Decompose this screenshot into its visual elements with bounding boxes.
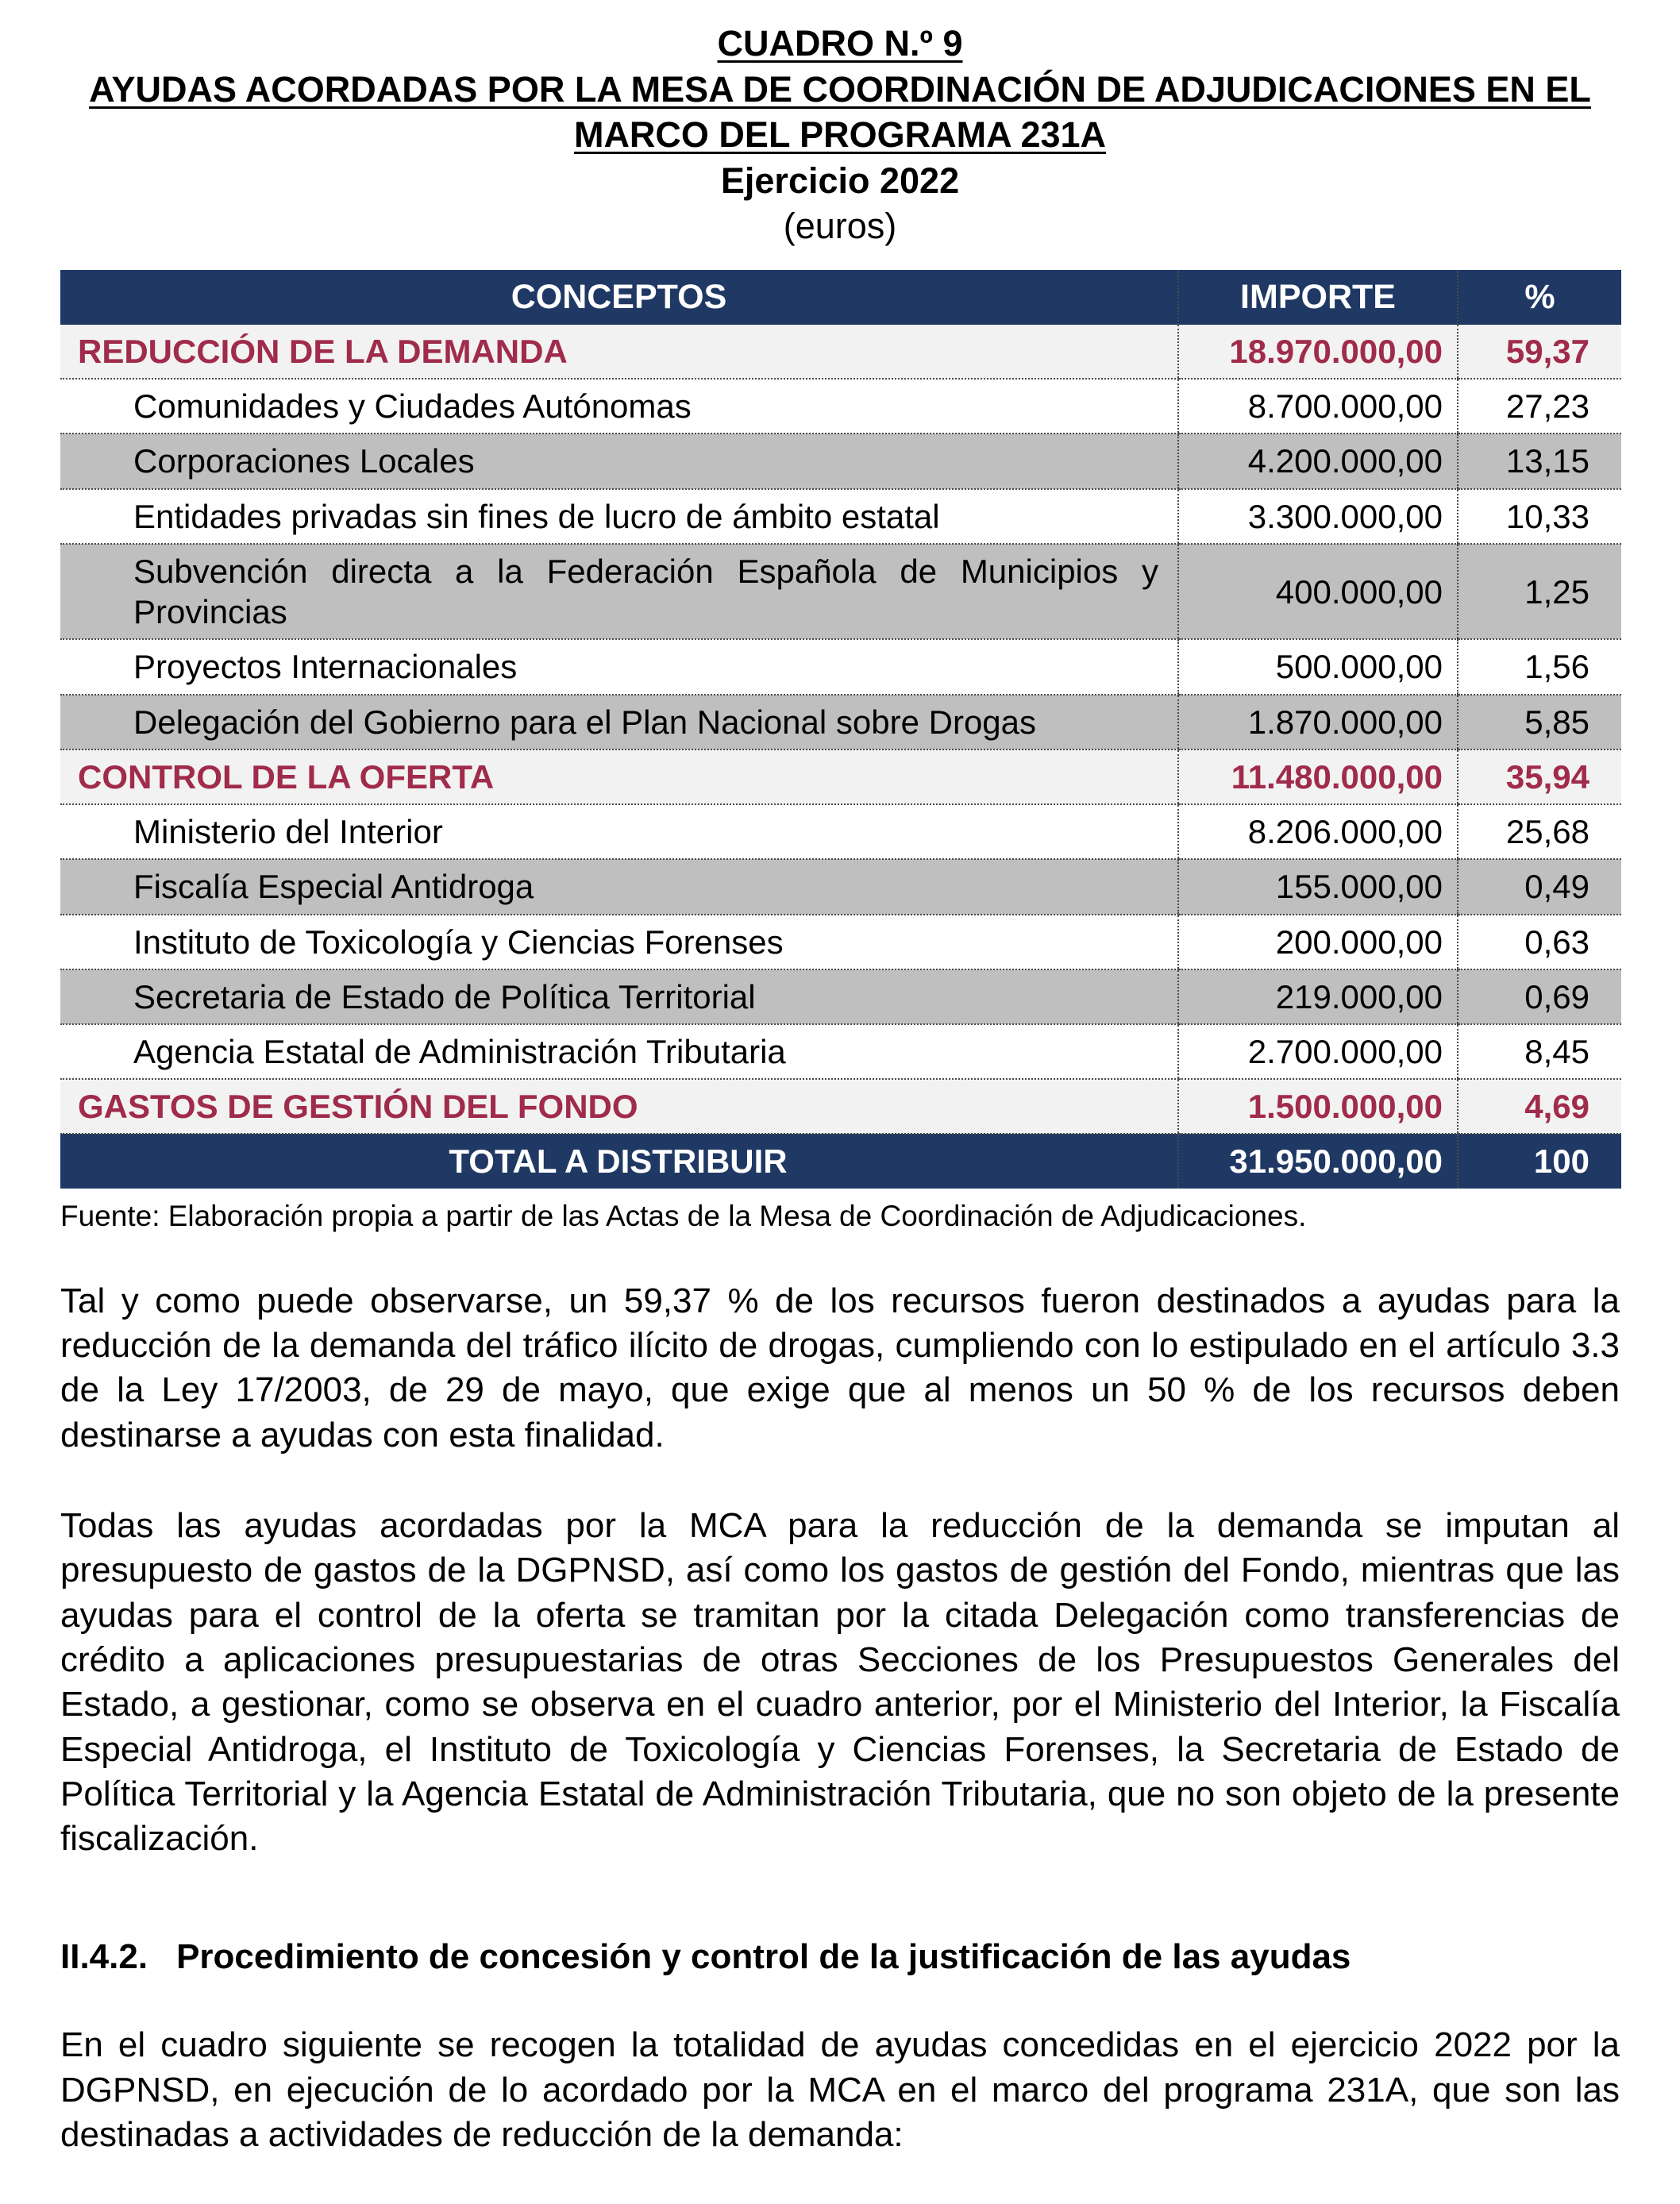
header-importe: IMPORTE xyxy=(1178,270,1458,325)
cell-pct: 0,49 xyxy=(1458,859,1621,914)
cell-label: Comunidades y Ciudades Autónomas xyxy=(60,379,1178,433)
paragraph-allocation: Todas las ayudas acordadas por la MCA para la reducción de la demanda se imputan al presupuesto de gastos de la DGPNSD, así como los gastos de gestión del Fondo, mientras que las ayudas para el control de la oferta se tramitan por la citada Delegación como transferencias de crédito a aplicaciones presupuestarias de otras Secciones de los Presupuestos Generales del Estado, a gestionar, como se observa en el cuadro anterior, por el Ministerio del Interior, la Fiscalía Especial Antidroga, el Instituto de Toxicología y Ciencias Forenses, la Secretaria de Estado de Política Territorial y la Agencia Estatal de Administración Tributaria, que no son objeto de la presente fiscalización. xyxy=(60,1505,1620,1859)
header-percent: % xyxy=(1458,270,1621,325)
cell-pct: 5,85 xyxy=(1458,695,1621,749)
cell-label: GASTOS DE GESTIÓN DEL FONDO xyxy=(60,1079,1178,1134)
cell-pct: 4,69 xyxy=(1458,1079,1621,1134)
table-row xyxy=(60,489,1621,544)
cell-importe: 1.500.000,00 xyxy=(1178,1079,1458,1134)
cell-label: Ministerio del Interior xyxy=(60,804,1178,859)
table-row xyxy=(60,969,1621,1024)
table-row xyxy=(60,433,1621,488)
cell-importe: 8.700.000,00 xyxy=(1178,379,1458,433)
cell-label: Instituto de Toxicología y Ciencias Forenses xyxy=(60,915,1178,969)
table-row xyxy=(60,325,1621,379)
cell-label: Fiscalía Especial Antidroga xyxy=(60,859,1178,914)
cell-importe: 1.870.000,00 xyxy=(1178,695,1458,749)
source-note: Fuente: Elaboración propia a partir de las Actas de la Mesa de Coordinación de Adjudicaciones. xyxy=(60,1199,1307,1232)
cell-importe: 500.000,00 xyxy=(1178,639,1458,694)
budget-table xyxy=(60,270,1621,1189)
table-row xyxy=(60,915,1621,969)
cell-importe: 8.206.000,00 xyxy=(1178,804,1458,859)
exercise-year: Ejercicio 2022 xyxy=(720,160,960,201)
cell-pct: 10,33 xyxy=(1458,489,1621,544)
cell-pct: 100 xyxy=(1458,1134,1621,1188)
table-row xyxy=(60,859,1621,914)
cell-pct: 35,94 xyxy=(1458,749,1621,804)
table-body xyxy=(60,325,1621,1189)
cell-label: Delegación del Gobierno para el Plan Nacional sobre Drogas xyxy=(60,695,1178,749)
table-row xyxy=(60,695,1621,749)
cell-pct: 59,37 xyxy=(1458,325,1621,379)
cell-pct: 8,45 xyxy=(1458,1024,1621,1079)
cell-label: REDUCCIÓN DE LA DEMANDA xyxy=(60,325,1178,379)
cell-importe: 18.970.000,00 xyxy=(1178,325,1458,379)
header-conceptos: CONCEPTOS xyxy=(60,270,1178,325)
header-row xyxy=(60,270,1621,325)
section-heading xyxy=(60,1937,1620,1977)
cell-importe: 31.950.000,00 xyxy=(1178,1134,1458,1188)
cell-label: Agencia Estatal de Administración Tributaria xyxy=(60,1024,1178,1079)
cell-pct: 13,15 xyxy=(1458,433,1621,488)
cell-label: Subvención directa a la Federación Española de Municipios y Provincias xyxy=(60,544,1178,639)
cell-label: TOTAL A DISTRIBUIR xyxy=(60,1134,1178,1188)
cell-importe: 11.480.000,00 xyxy=(1178,749,1458,804)
cell-label: Proyectos Internacionales xyxy=(60,639,1178,694)
table-row xyxy=(60,1134,1621,1188)
cell-pct: 1,25 xyxy=(1458,544,1621,639)
cell-pct: 0,63 xyxy=(1458,915,1621,969)
table-number-title: CUADRO N.º 9 xyxy=(717,23,963,64)
table-header xyxy=(60,270,1621,325)
cell-pct: 0,69 xyxy=(1458,969,1621,1024)
paragraph-next-table-intro: En el cuadro siguiente se recogen la totalidad de ayudas concedidas en el ejercicio 2022 por la DGPNSD, en ejecución de lo acordado por la MCA en el marco del programa 231A, que son las destinadas a actividades de reducción de la demanda: xyxy=(60,2025,1620,2155)
table-row xyxy=(60,1024,1621,1079)
section-heading-number: II.4.2. xyxy=(60,1937,148,1977)
cell-importe: 3.300.000,00 xyxy=(1178,489,1458,544)
cell-pct: 25,68 xyxy=(1458,804,1621,859)
table-row xyxy=(60,804,1621,859)
cell-label: Secretaria de Estado de Política Territorial xyxy=(60,969,1178,1024)
cell-label: CONTROL DE LA OFERTA xyxy=(60,749,1178,804)
table-row xyxy=(60,749,1621,804)
cell-importe: 2.700.000,00 xyxy=(1178,1024,1458,1079)
cell-importe: 4.200.000,00 xyxy=(1178,433,1458,488)
paragraph-observation: Tal y como puede observarse, un 59,37 % de los recursos fueron destinados a ayudas para la reducción de la demanda del tráfico ilícito de drogas, cumpliendo con lo estipulado en el artículo 3.3 de la Ley 17/2003, de 29 de mayo, que exige que al menos un 50 % de los recursos deben destinarse a ayudas con esta finalidad. xyxy=(60,1281,1620,1455)
section-heading-text: Procedimiento de concesión y control de la justificación de las ayudas xyxy=(176,1937,1351,1977)
cell-importe: 219.000,00 xyxy=(1178,969,1458,1024)
cell-label: Corporaciones Locales xyxy=(60,433,1178,488)
table-row xyxy=(60,379,1621,433)
table-main-title: AYUDAS ACORDADAS POR LA MESA DE COORDINACIÓN DE ADJUDICACIONES EN EL MARCO DEL PROGRAMA 231A xyxy=(89,68,1591,156)
cell-importe: 400.000,00 xyxy=(1178,544,1458,639)
cell-importe: 155.000,00 xyxy=(1178,859,1458,914)
title-block xyxy=(60,21,1620,249)
table-row xyxy=(60,1079,1621,1134)
table-row xyxy=(60,544,1621,639)
cell-pct: 1,56 xyxy=(1458,639,1621,694)
cell-importe: 200.000,00 xyxy=(1178,915,1458,969)
table-row xyxy=(60,639,1621,694)
cell-pct: 27,23 xyxy=(1458,379,1621,433)
cell-label: Entidades privadas sin fines de lucro de ámbito estatal xyxy=(60,489,1178,544)
currency-note: (euros) xyxy=(783,206,897,247)
